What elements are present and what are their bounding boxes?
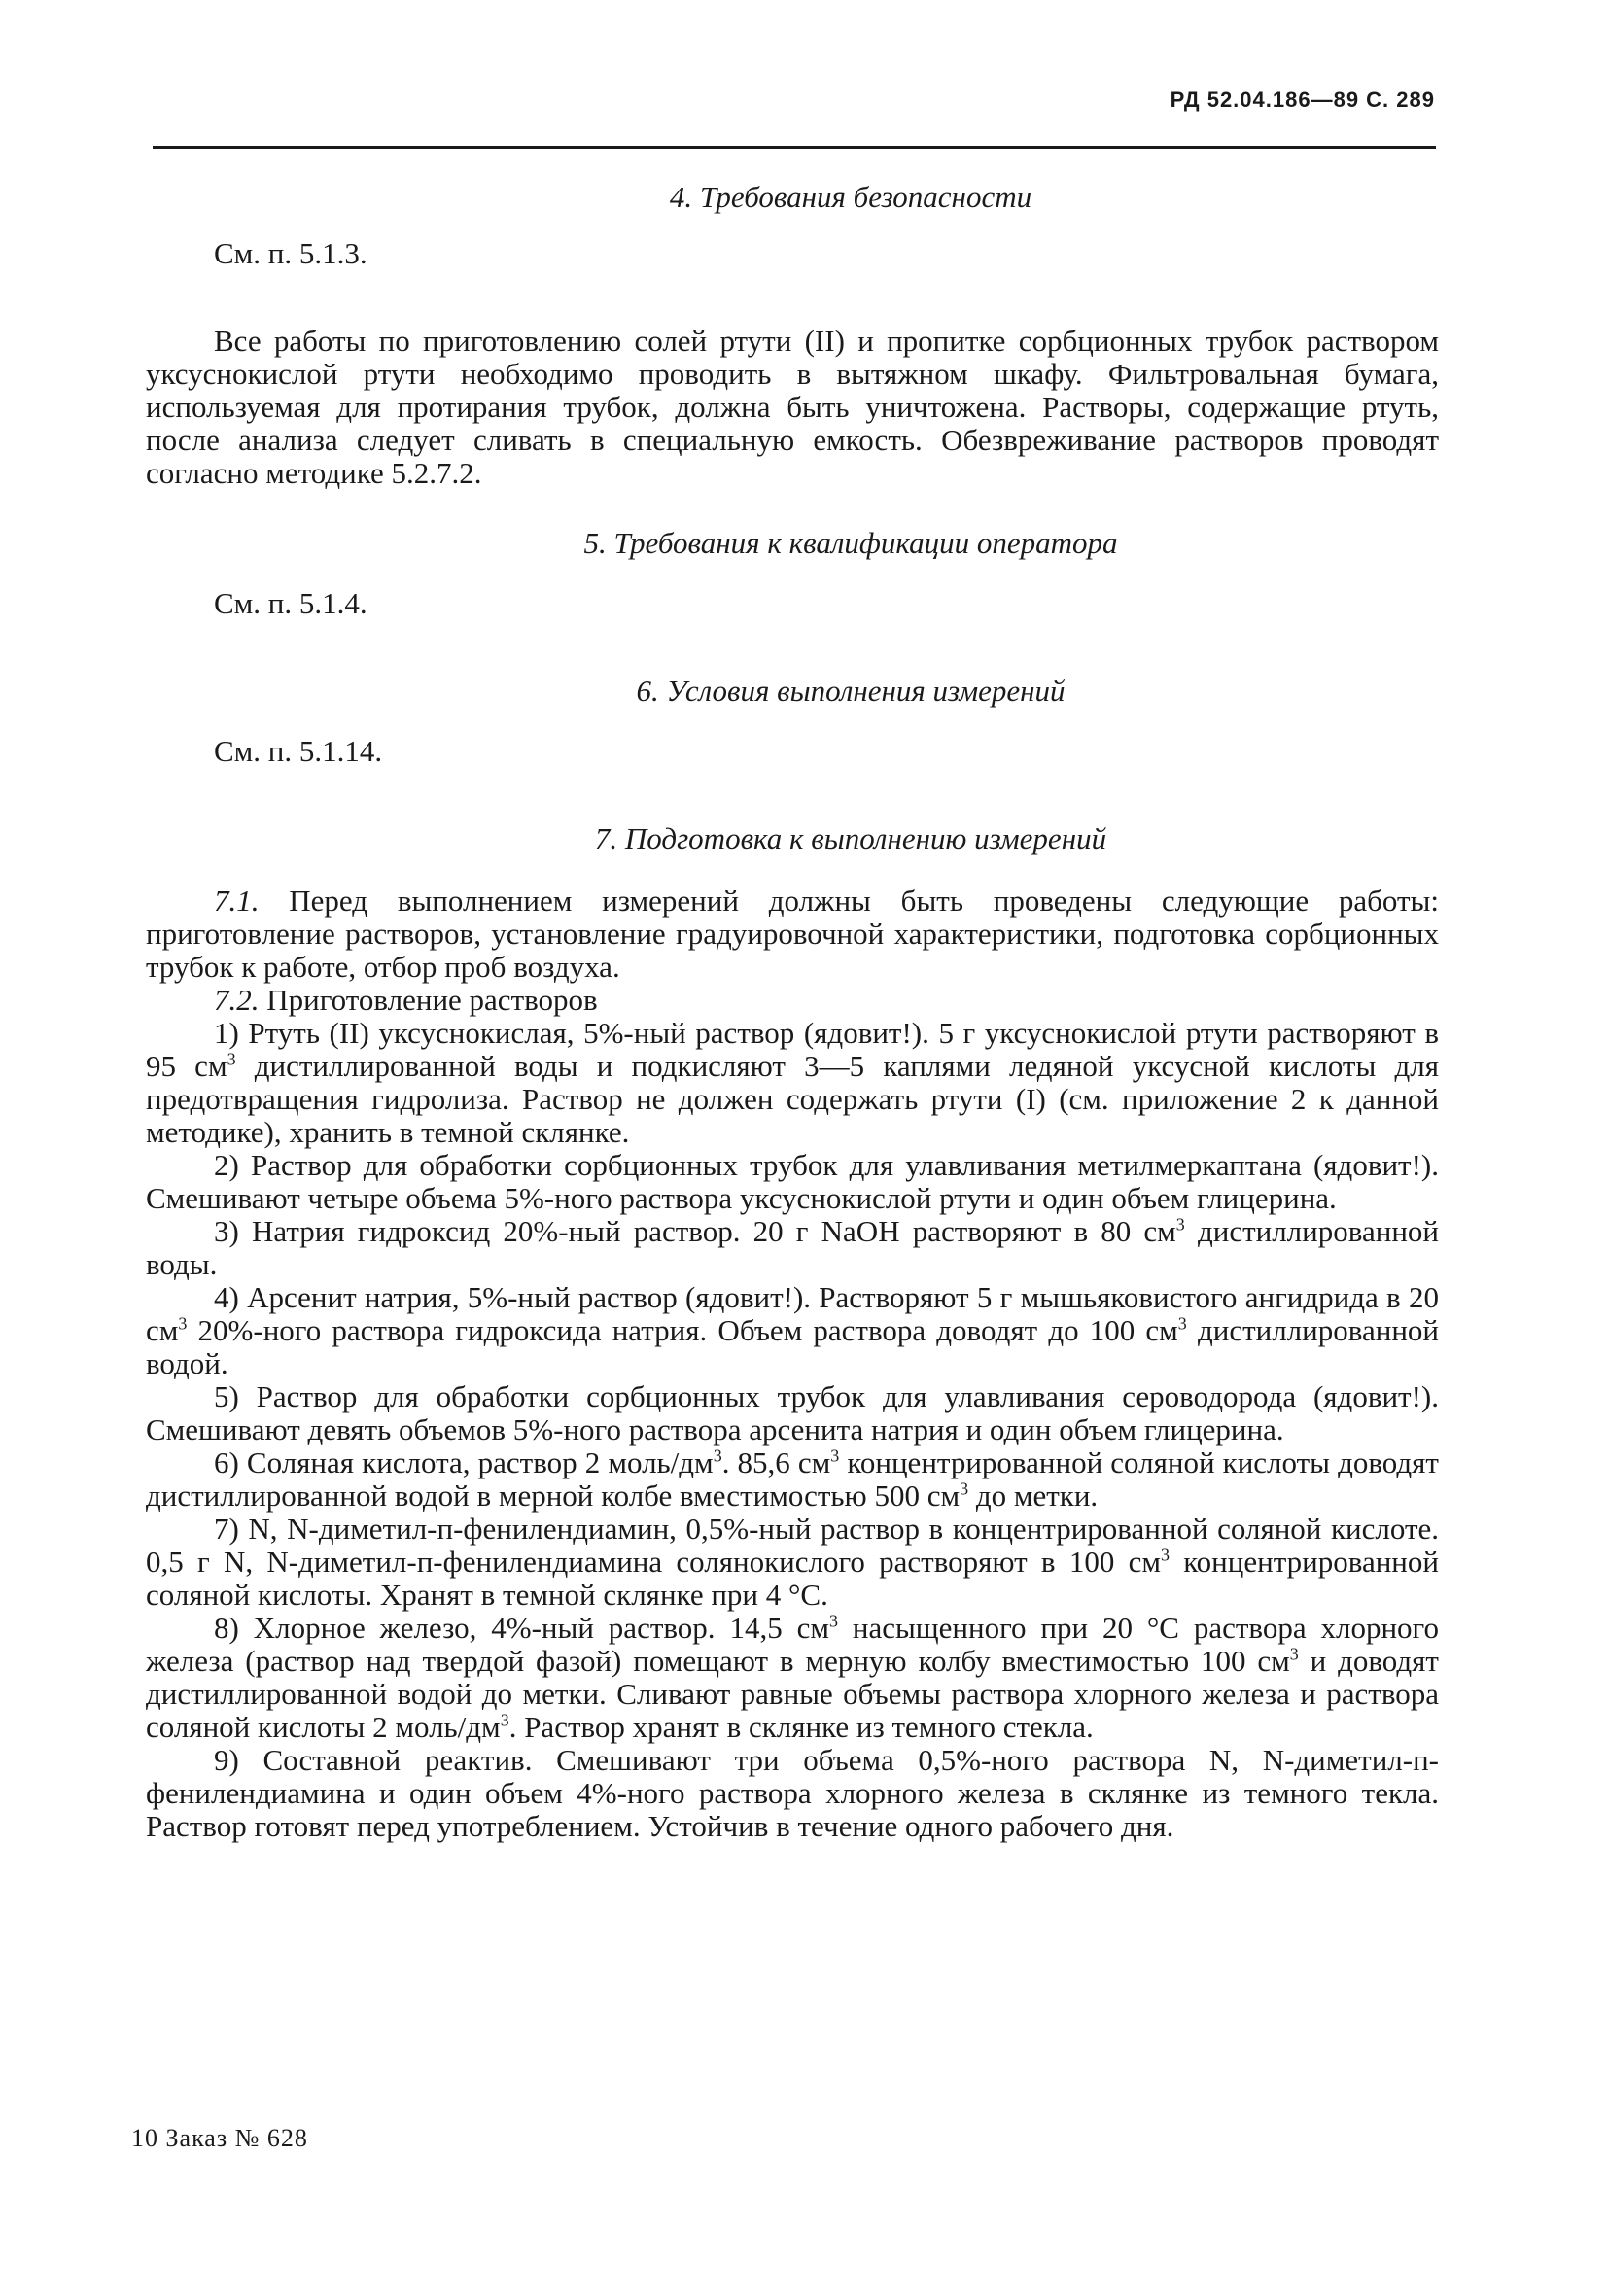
superscript: 3 [500, 1710, 509, 1730]
list-item-6-text-2: . 85,6 см [721, 1445, 831, 1479]
superscript: 3 [227, 1049, 236, 1069]
section-7-title: 7. Подготовка к выполнению измерений [594, 821, 1107, 855]
list-item-4 [146, 1281, 1439, 1380]
paragraph-7-2 [146, 984, 1439, 1017]
list-item-6-text-end: до метки. [968, 1478, 1099, 1513]
paragraph-7-1 [146, 885, 1439, 984]
list-item-9: 9) Составной реактив. Смешивают три объема 0,5%-ного раствора N, N-диметил-п-фенилендиамина и один объем 4%-ного раствора хлорного железа в склянке из темного текла. Раствор готовят перед употреблением. Устойчив в течение одного рабочего дня. [146, 1743, 1439, 1843]
list-item-8-text-3: и доводят дистиллированной водой до метки. Сливают равные объемы раствора хлорного железа и раствора соляной кислоты 2 моль/дм [146, 1644, 1439, 1744]
paragraph-7-2-number: 7.2. [214, 983, 260, 1017]
list-item-7-text-cont: концентрированной соляной кислоты. Хранят в темной склянке при 4 °С. [146, 1545, 1439, 1612]
page-footer: 10 Заказ № 628 [131, 2124, 308, 2152]
superscript: 3 [178, 1313, 188, 1334]
paragraph-7-1-number: 7.1. [214, 884, 260, 918]
list-item-4-text-end: дистиллированной водой. [146, 1313, 1439, 1380]
list-item-3-text: 3) Натрия гидроксид 20%-ный раствор. 20 г NaOH растворяют в 80 см [214, 1214, 1176, 1248]
list-item-7-text: 7) N, N-диметил-п-фенилендиамин, 0,5%-ный раствор в концентрированной соляной кислоте. 0,5 г N, N-диметил-п-фенилендиамина солянокислого растворяют в 100 см [146, 1512, 1439, 1579]
section-5-ref: См. п. 5.1.4. [214, 586, 367, 620]
superscript: 3 [1160, 1545, 1170, 1565]
paragraph-7-2-text: Приготовление растворов [259, 983, 598, 1017]
superscript: 3 [830, 1445, 840, 1466]
list-item-8 [146, 1612, 1439, 1744]
superscript: 3 [1289, 1644, 1299, 1664]
list-item-3-text-cont: дистиллированной воды. [146, 1214, 1440, 1281]
list-item-1-text-cont: дистиллированной воды и подкисляют 3—5 каплями ледяной уксусной кислоты для предотвращения гидролиза. Раствор не должен содержать ртути (I) (см. приложение 2 к данной методике), хранить в темной склянке. [146, 1049, 1439, 1149]
section-5-title: 5. Требования к квалификации оператора [583, 526, 1118, 560]
list-item-1 [146, 1017, 1439, 1149]
section-4-ref: См. п. 5.1.3. [214, 236, 367, 270]
list-item-6 [146, 1446, 1439, 1513]
list-item-6-text-3: концентрированной соляной кислоты доводят дистиллированной водой в мерной колбе вместимостью 500 см [146, 1445, 1439, 1513]
list-item-6-text: 6) Соляная кислота, раствор 2 моль/дм [214, 1445, 714, 1479]
superscript: 3 [828, 1611, 838, 1631]
superscript: 3 [960, 1478, 969, 1499]
superscript: 3 [1177, 1313, 1187, 1334]
list-item-3 [146, 1215, 1439, 1281]
superscript: 3 [713, 1445, 722, 1466]
section-6-ref: См. п. 5.1.14. [214, 734, 383, 768]
list-item-2: 2) Раствор для обработки сорбционных трубок для улавливания метилмеркаптана (ядовит!). Смешивают четыре объема 5%-ного раствора уксуснокислой ртути и один объем глицерина. [146, 1148, 1439, 1215]
section-4-title: 4. Требования безопасности [669, 180, 1032, 214]
section-4-text: Все работы по приготовлению солей ртути (II) и пропитке сорбционных трубок раствором уксуснокислой ртути необходимо проводить в вытяжном шкафу. Фильтровальная бумага, используемая для протирания трубок, должна быть уничтожена. Растворы, содержащие ртуть, после анализа следует сливать в специальную емкость. Обезвреживание растворов проводят согласно методике 5.2.7.2. [146, 324, 1439, 490]
list-item-8-text-2: насыщенного при 20 °С раствора хлорного железа (раствор над твердой фазой) помещают в мерную колбу вместимостью 100 см [146, 1611, 1440, 1678]
list-item-1-text: 1) Ртуть (II) уксуснокислая, 5%-ный раствор (ядовит!). 5 г уксуснокислой ртути растворяют в 95 см [146, 1016, 1439, 1083]
header-rule [153, 146, 1436, 149]
list-item-5: 5) Раствор для обработки сорбционных трубок для улавливания сероводорода (ядовит!). Смешивают девять объемов 5%-ного раствора арсенита натрия и один объем глицерина. [146, 1379, 1439, 1446]
page-content [146, 181, 1439, 1843]
running-head: РД 52.04.186—89 С. 289 [1170, 87, 1435, 112]
paragraph-7-1-text: Перед выполнением измерений должны быть проведены следующие работы: приготовление растворов, установление градуировочной характеристики, подготовка сорбционных трубок к работе, отбор проб воздуха. [146, 884, 1439, 984]
list-item-8-text-end: . Раствор хранят в склянке из темного стекла. [508, 1710, 1094, 1744]
list-item-4-text-cont: 20%-ного раствора гидроксида натрия. Объем раствора доводят до 100 см [187, 1313, 1178, 1347]
list-item-7 [146, 1513, 1439, 1612]
section-6-title: 6. Условия выполнения измерений [636, 674, 1066, 708]
superscript: 3 [1175, 1214, 1185, 1235]
list-item-4-text: 4) Арсенит натрия, 5%-ный раствор (ядовит!). Растворяют 5 г мышьяковистого ангидрида в 20 см [146, 1280, 1439, 1347]
list-item-8-text: 8) Хлорное железо, 4%-ный раствор. 14,5 см [214, 1611, 829, 1645]
